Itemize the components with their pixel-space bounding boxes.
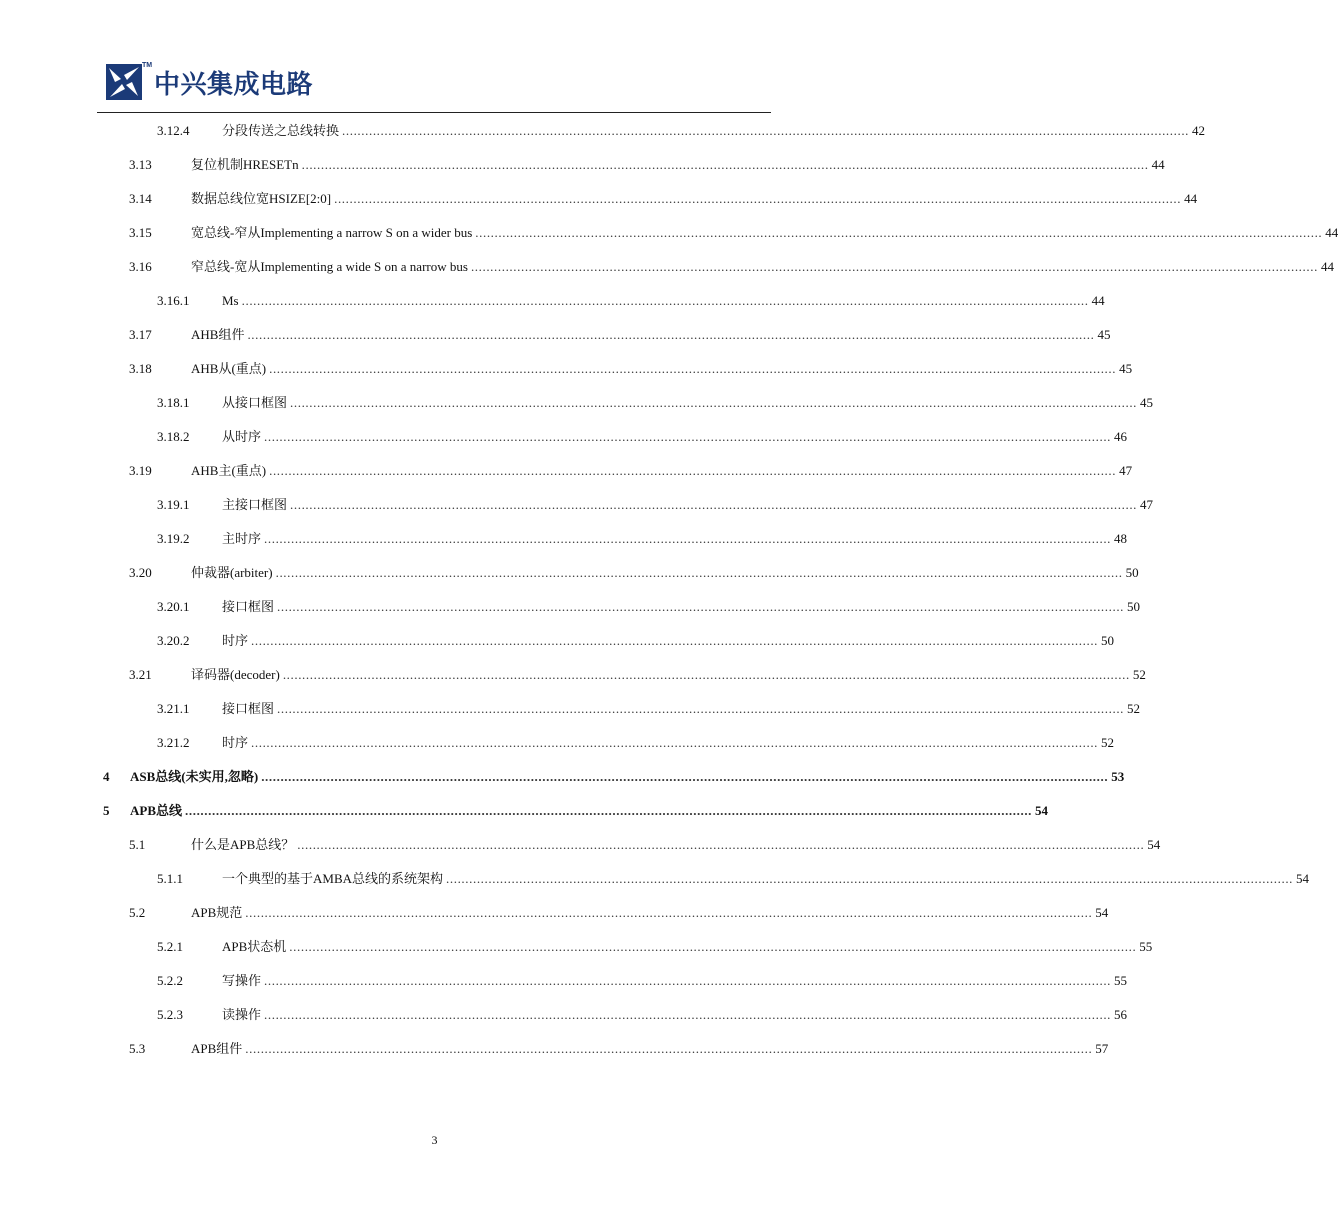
toc-entry-page: 46	[1114, 429, 1128, 444]
toc-leader-dots: ............................................................................................................................................................................................................................	[277, 599, 1125, 614]
toc-entry[interactable]	[0, 420, 1128, 454]
toc-entry-title: APB状态机	[222, 939, 287, 954]
toc-entry-page: 44	[1325, 225, 1338, 240]
toc-entry-page: 47	[1119, 463, 1133, 478]
toc-entry[interactable]	[0, 284, 1105, 318]
toc-entry-title: APB组件	[191, 1041, 243, 1056]
toc-entry[interactable]	[0, 828, 1161, 862]
toc-entry-page: 54	[1296, 871, 1310, 886]
toc-entry-title: APB总线	[130, 803, 183, 818]
toc-entry-number: 3.18.1	[157, 395, 190, 410]
toc-entry[interactable]	[0, 896, 1109, 930]
toc-leader-dots: ............................................................................................................................................................................................................................	[264, 1007, 1112, 1022]
toc-entry-title: 复位机制HRESETn	[191, 157, 299, 172]
toc-entry[interactable]	[0, 760, 1125, 794]
toc-entry-page: 54	[1095, 905, 1109, 920]
toc-entry-number: 5	[103, 803, 110, 818]
toc-entry-number: 3.13	[129, 157, 152, 172]
page-number: 3	[431, 1133, 438, 1147]
toc-entry-title: 时序	[222, 633, 249, 648]
toc-entry-number: 3.14	[129, 191, 152, 206]
toc-entry-title: 接口框图	[222, 701, 275, 716]
toc-entry-title: AHB主(重点)	[191, 463, 267, 478]
toc-entry-page: 52	[1127, 701, 1141, 716]
toc-entry-number: 3.16.1	[157, 293, 190, 308]
toc-entry-page: 50	[1101, 633, 1115, 648]
toc-entry-number: 5.1	[129, 837, 146, 852]
toc-entry-number: 3.19.1	[157, 497, 190, 512]
toc-leader-dots: ............................................................................................................................................................................................................................	[334, 191, 1182, 206]
toc-entry-number: 4	[103, 769, 110, 784]
toc-entry-title: 主时序	[222, 531, 262, 546]
toc-entry-title: AHB组件	[191, 327, 245, 342]
company-name: 中兴集成电路	[154, 69, 314, 100]
toc-entry-title: AHB从(重点)	[191, 361, 267, 376]
toc-entry-title: 从时序	[222, 429, 262, 444]
toc-entry-title: 读操作	[222, 1007, 262, 1022]
toc-entry-number: 5.1.1	[157, 871, 183, 886]
toc-entry-page: 42	[1192, 123, 1206, 138]
toc-entry-page: 55	[1139, 939, 1153, 954]
toc-entry-page: 45	[1140, 395, 1154, 410]
toc-entry[interactable]	[0, 250, 1334, 284]
toc-entry-number: 3.21.1	[157, 701, 190, 716]
toc-entry-number: 3.17	[129, 327, 152, 342]
toc-entry[interactable]	[0, 488, 1154, 522]
toc-leader-dots: ............................................................................................................................................................................................................................	[289, 939, 1137, 954]
toc-entry-number: 3.19.2	[157, 531, 190, 546]
toc-leader-dots: ............................................................................................................................................................................................................................	[251, 735, 1099, 750]
toc-entry-page: 52	[1101, 735, 1115, 750]
toc-leader-dots: ............................................................................................................................................................................................................................	[470, 259, 1318, 274]
toc-entry-number: 3.16	[129, 259, 152, 274]
toc-entry-page: 50	[1127, 599, 1141, 614]
toc-entry[interactable]	[0, 522, 1128, 556]
toc-entry[interactable]	[0, 1032, 1109, 1066]
toc-entry[interactable]	[0, 216, 1338, 250]
trademark-label: TM	[142, 62, 153, 69]
toc-leader-dots: ............................................................................................................................................................................................................................	[446, 871, 1294, 886]
toc-leader-dots: ............................................................................................................................................................................................................................	[290, 395, 1138, 410]
toc-leader-dots: ............................................................................................................................................................................................................................	[261, 769, 1109, 784]
toc-entry-page: 57	[1095, 1041, 1109, 1056]
toc-entry[interactable]	[0, 114, 1206, 148]
toc-entry-title: 一个典型的基于AMBA总线的系统架构	[222, 871, 444, 886]
toc-entry-page: 45	[1119, 361, 1133, 376]
toc-entry-title: 宽总线-窄从Implementing a narrow S on a wider bus	[191, 225, 473, 240]
toc-entry-number: 3.19	[129, 463, 152, 478]
toc-entry[interactable]	[0, 318, 1111, 352]
toc-entry-page: 53	[1111, 769, 1125, 784]
toc-entry-page: 56	[1114, 1007, 1128, 1022]
toc-entry[interactable]	[0, 930, 1153, 964]
header-divider	[97, 112, 771, 113]
toc-entry[interactable]	[0, 862, 1310, 896]
toc-entry-number: 5.2	[129, 905, 146, 920]
toc-entry-number: 5.2.2	[157, 973, 183, 988]
toc-leader-dots: ............................................................................................................................................................................................................................	[269, 463, 1117, 478]
toc-entry-title: 译码器(decoder)	[191, 667, 280, 682]
toc-entry[interactable]	[0, 386, 1154, 420]
toc-entry-title: 什么是APB总线？	[191, 837, 295, 852]
toc-entry-number: 3.20.1	[157, 599, 190, 614]
toc-entry-title: 数据总线位宽HSIZE[2:0]	[191, 191, 332, 206]
toc-entry-page: 55	[1114, 973, 1128, 988]
toc-entry-page: 50	[1125, 565, 1139, 580]
toc-entry-page: 45	[1097, 327, 1111, 342]
toc-entry[interactable]	[0, 556, 1139, 590]
toc-entry-title: 分段传送之总线转换	[222, 123, 340, 138]
toc-entry-title: 仲裁器(arbiter)	[191, 565, 273, 580]
toc-entry-page: 54	[1035, 803, 1049, 818]
toc-leader-dots: ............................................................................................................................................................................................................................	[475, 225, 1323, 240]
toc-entry-number: 5.3	[129, 1041, 146, 1056]
toc-entry-title: 从接口框图	[222, 395, 288, 410]
toc-leader-dots: ............................................................................................................................................................................................................................	[185, 803, 1033, 818]
toc-entry[interactable]	[0, 182, 1198, 216]
toc-entry[interactable]	[0, 964, 1128, 998]
table-of-contents	[0, 114, 1338, 1066]
toc-leader-dots: ............................................................................................................................................................................................................................	[245, 905, 1093, 920]
toc-entry[interactable]	[0, 998, 1128, 1032]
toc-entry[interactable]	[0, 726, 1115, 760]
toc-entry[interactable]	[0, 658, 1146, 692]
toc-leader-dots: ............................................................................................................................................................................................................................	[264, 429, 1112, 444]
toc-leader-dots: ............................................................................................................................................................................................................................	[245, 1041, 1093, 1056]
toc-entry[interactable]	[0, 692, 1141, 726]
toc-entry-title: 主接口框图	[222, 497, 288, 512]
toc-leader-dots: ............................................................................................................................................................................................................................	[297, 837, 1145, 852]
toc-entry-title: ASB总线(未实用,忽略)	[130, 769, 259, 784]
company-header	[106, 62, 313, 102]
toc-entry-number: 3.12.4	[157, 123, 190, 138]
toc-entry-title: 时序	[222, 735, 249, 750]
toc-entry-number: 3.18.2	[157, 429, 190, 444]
toc-leader-dots: ............................................................................................................................................................................................................................	[251, 633, 1099, 648]
toc-entry-number: 3.21.2	[157, 735, 190, 750]
toc-entry-title: 写操作	[222, 973, 262, 988]
toc-entry-title: Ms	[222, 293, 239, 308]
company-logo-icon	[106, 62, 153, 100]
toc-entry[interactable]	[0, 590, 1141, 624]
toc-entry[interactable]	[0, 148, 1165, 182]
toc-leader-dots: ............................................................................................................................................................................................................................	[241, 293, 1089, 308]
toc-entry-page: 52	[1132, 667, 1146, 682]
toc-leader-dots: ............................................................................................................................................................................................................................	[301, 157, 1149, 172]
toc-entry-title: 窄总线-宽从Implementing a wide S on a narrow bus	[191, 259, 468, 274]
toc-leader-dots: ............................................................................................................................................................................................................................	[290, 497, 1138, 512]
toc-entry-page: 54	[1147, 837, 1161, 852]
toc-leader-dots: ............................................................................................................................................................................................................................	[277, 701, 1125, 716]
toc-entry-title: APB规范	[191, 905, 243, 920]
toc-leader-dots: ............................................................................................................................................................................................................................	[275, 565, 1123, 580]
toc-entry-number: 3.20	[129, 565, 152, 580]
toc-leader-dots: ............................................................................................................................................................................................................................	[247, 327, 1095, 342]
toc-entry-number: 5.2.3	[157, 1007, 183, 1022]
toc-leader-dots: ............................................................................................................................................................................................................................	[264, 973, 1112, 988]
toc-entry[interactable]	[0, 454, 1133, 488]
toc-entry[interactable]	[0, 624, 1115, 658]
toc-leader-dots: ............................................................................................................................................................................................................................	[342, 123, 1190, 138]
toc-entry-page: 44	[1151, 157, 1165, 172]
toc-entry-page: 44	[1184, 191, 1198, 206]
toc-leader-dots: ............................................................................................................................................................................................................................	[282, 667, 1130, 682]
toc-leader-dots: ............................................................................................................................................................................................................................	[264, 531, 1112, 546]
toc-leader-dots: ............................................................................................................................................................................................................................	[269, 361, 1117, 376]
toc-entry-page: 44	[1091, 293, 1105, 308]
toc-entry-number: 3.21	[129, 667, 152, 682]
toc-entry-page: 44	[1320, 259, 1334, 274]
toc-entry-title: 接口框图	[222, 599, 275, 614]
toc-entry-number: 3.15	[129, 225, 152, 240]
toc-entry-page: 47	[1140, 497, 1154, 512]
toc-entry-page: 48	[1114, 531, 1128, 546]
toc-entry-number: 3.20.2	[157, 633, 190, 648]
toc-entry[interactable]	[0, 352, 1133, 386]
toc-entry[interactable]	[0, 794, 1049, 828]
toc-entry-number: 5.2.1	[157, 939, 183, 954]
toc-entry-number: 3.18	[129, 361, 152, 376]
